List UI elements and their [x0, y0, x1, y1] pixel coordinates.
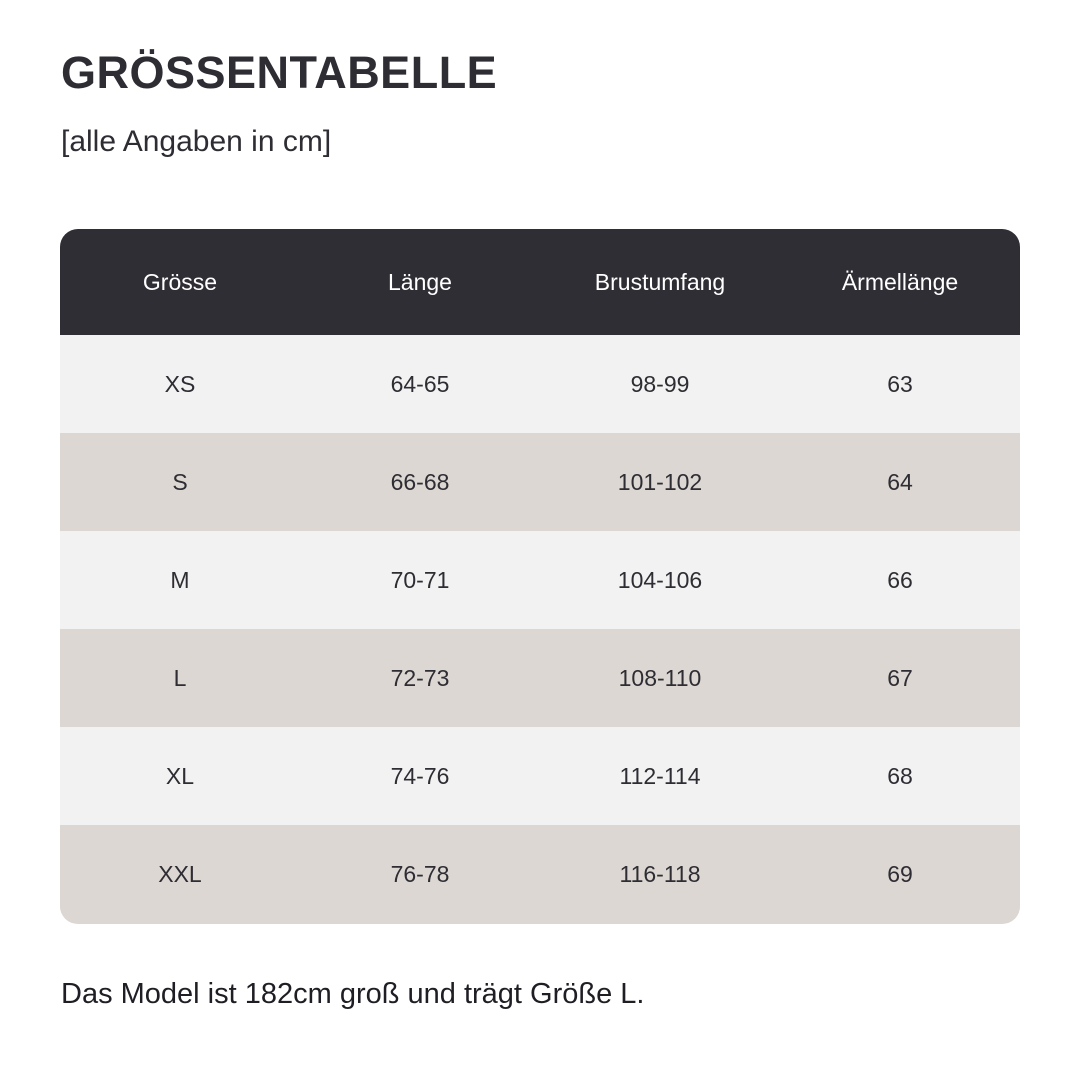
units-note: [alle Angaben in cm] — [61, 125, 332, 158]
cell-sleeve: 67 — [887, 664, 913, 691]
cell-size: XL — [165, 762, 195, 789]
header-sleeve: Ärmellänge — [841, 268, 959, 295]
cell-chest: 112-114 — [619, 762, 701, 789]
header-size: Grösse — [142, 268, 218, 295]
cell-chest: 98-99 — [630, 370, 690, 397]
cell-length: 66-68 — [390, 468, 450, 495]
page-title: GRÖSSENTABELLE — [61, 47, 498, 98]
cell-chest: 116-118 — [619, 860, 701, 887]
cell-length: 74-76 — [390, 762, 450, 789]
cell-length: 72-73 — [390, 664, 450, 691]
cell-size: S — [172, 468, 188, 495]
cell-size: XS — [164, 370, 196, 397]
header-length: Länge — [388, 268, 452, 295]
header-chest: Brustumfang — [594, 268, 726, 295]
cell-length: 70-71 — [390, 566, 450, 593]
table-row — [60, 531, 1020, 629]
cell-sleeve: 69 — [887, 860, 913, 887]
table-row — [60, 727, 1020, 825]
table-row — [60, 825, 1020, 923]
cell-sleeve: 68 — [887, 762, 913, 789]
size-table — [60, 229, 1020, 924]
cell-chest: 108-110 — [618, 664, 702, 691]
cell-sleeve: 63 — [887, 370, 913, 397]
model-size-note: Das Model ist 182cm groß und trägt Größe L. — [61, 978, 645, 1010]
cell-sleeve: 64 — [887, 468, 913, 495]
table-row — [60, 433, 1020, 531]
table-row — [60, 335, 1020, 433]
cell-size: M — [170, 566, 190, 593]
cell-length: 64-65 — [390, 370, 450, 397]
cell-chest: 104-106 — [617, 566, 703, 593]
table-header — [60, 229, 1020, 335]
cell-size: XXL — [158, 860, 202, 887]
table-row — [60, 629, 1020, 727]
cell-chest: 101-102 — [617, 468, 703, 495]
cell-length: 76-78 — [390, 860, 450, 887]
cell-sleeve: 66 — [887, 566, 913, 593]
cell-size: L — [173, 664, 187, 691]
